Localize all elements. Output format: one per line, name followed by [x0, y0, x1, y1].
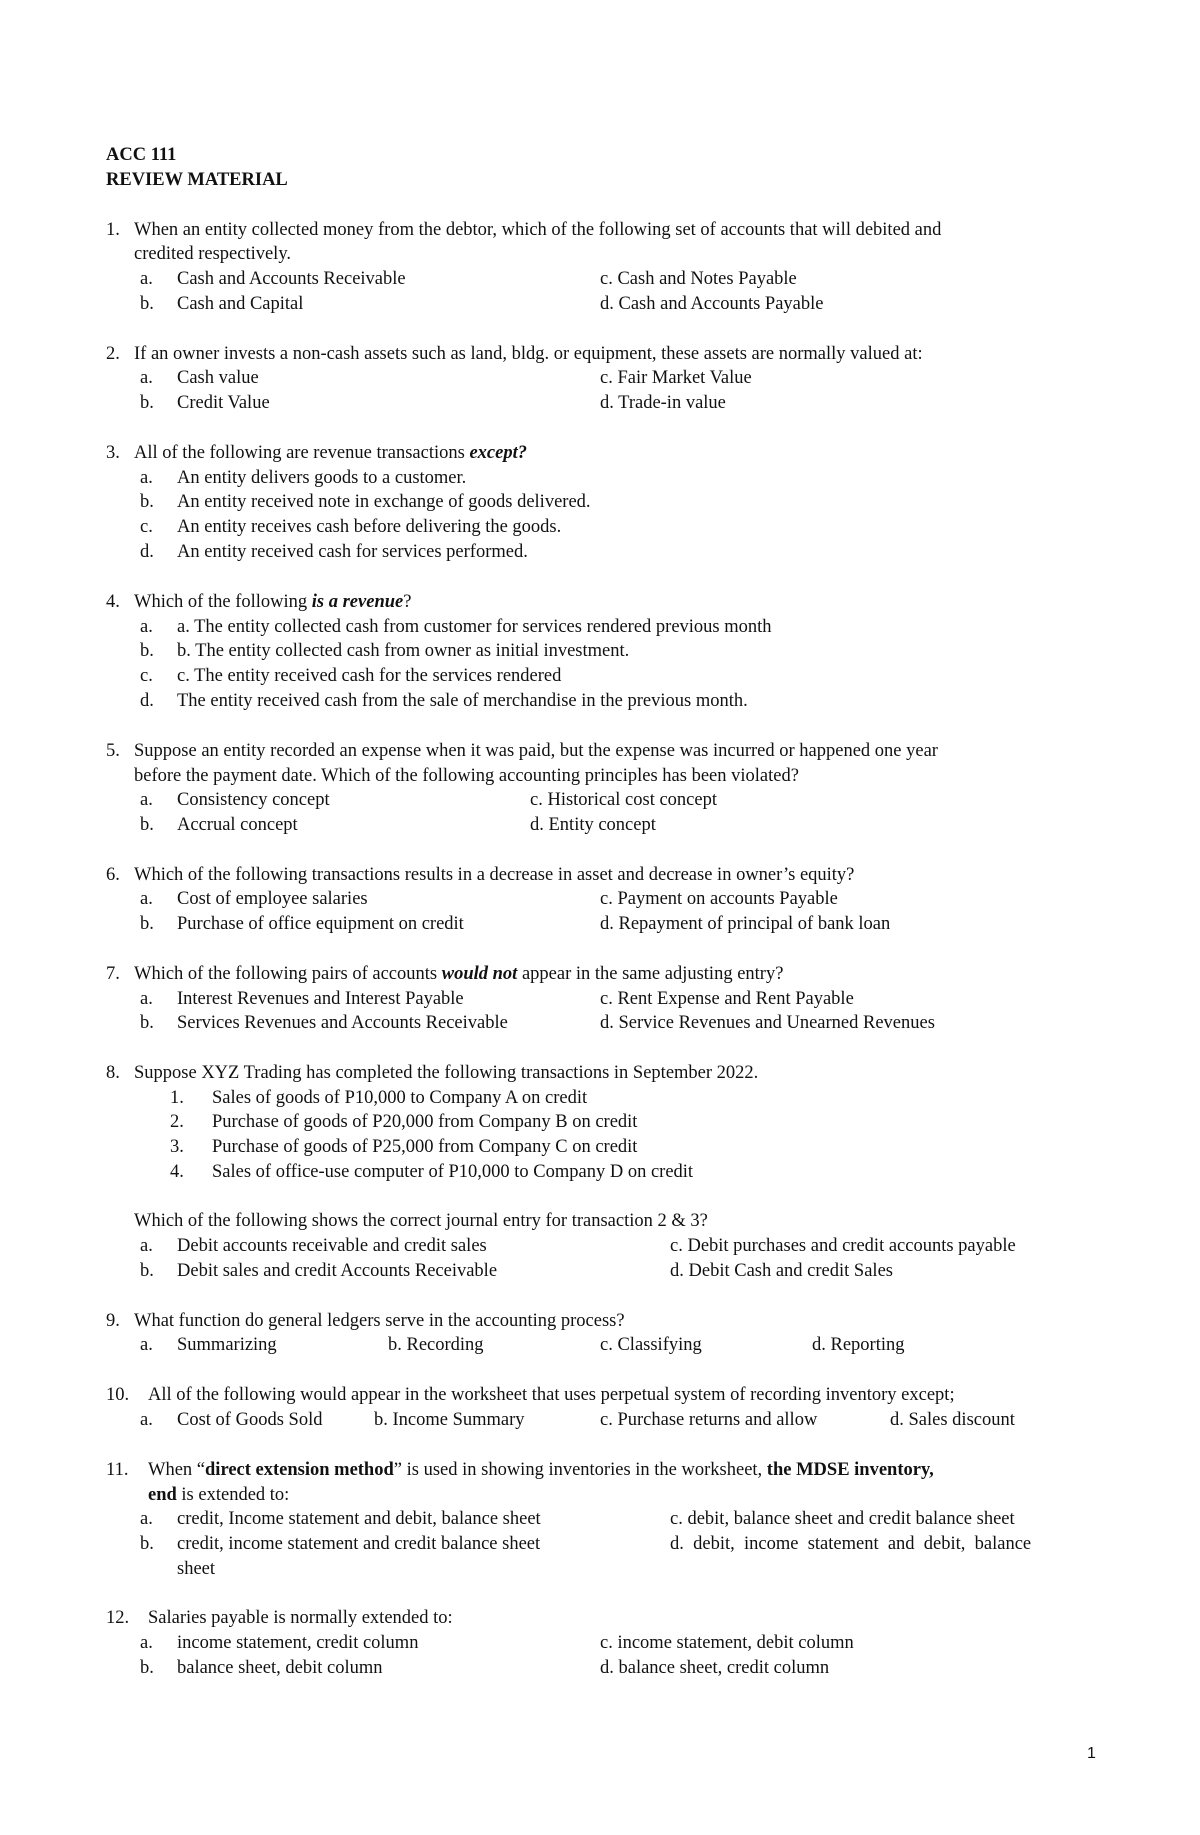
choice-marker-b: b.	[140, 1261, 154, 1281]
choice-c: c. debit, balance sheet and credit balance sheet	[670, 1509, 1015, 1529]
choice-b: credit, income statement and credit balance sheet	[177, 1534, 541, 1554]
choice-marker-a: a.	[140, 1410, 153, 1430]
choice-marker-a: a.	[140, 617, 153, 637]
choice-b: Cash and Capital	[177, 294, 304, 314]
choice-d: d. Debit Cash and credit Sales	[670, 1261, 893, 1281]
choice-marker-a: a.	[140, 368, 153, 388]
choice-marker-a: a.	[140, 1509, 153, 1529]
question-stem: Which of the following is a revenue?	[134, 592, 412, 612]
question-stem: All of the following would appear in the worksheet that uses perpetual system of recording inventory except;	[148, 1385, 955, 1405]
transaction-marker-2: 2.	[170, 1112, 184, 1132]
page-number: 1	[1087, 1745, 1096, 1762]
question-stem: What function do general ledgers serve in the accounting process?	[134, 1311, 625, 1331]
choice-marker-a: a.	[140, 790, 153, 810]
document-title: REVIEW MATERIAL	[106, 170, 288, 190]
choice-d: d. balance sheet, credit column	[600, 1658, 830, 1678]
question-number: 3.	[106, 443, 120, 463]
choice-marker-a: a.	[140, 989, 153, 1009]
choice-d: d. Cash and Accounts Payable	[600, 294, 824, 314]
choice-a: Cost of Goods Sold	[177, 1410, 323, 1430]
choice-marker-b: b.	[140, 492, 154, 512]
choice-b: Purchase of office equipment on credit	[177, 914, 464, 934]
choice-marker-a: a.	[140, 889, 153, 909]
transaction-3: Purchase of goods of P25,000 from Company C on credit	[212, 1137, 638, 1157]
choice-b: Debit sales and credit Accounts Receivable	[177, 1261, 498, 1281]
choice-d: The entity received cash from the sale of merchandise in the previous month.	[177, 691, 748, 711]
question-stem: Which of the following pairs of accounts would not appear in the same adjusting entry?	[134, 964, 784, 984]
choice-d: An entity received cash for services performed.	[177, 542, 528, 562]
choice-marker-b: b.	[140, 294, 154, 314]
question-number: 2.	[106, 344, 120, 364]
choice-marker-b: b.	[140, 1013, 154, 1033]
choice-marker-b: b.	[140, 641, 154, 661]
choice-c: c. Classifying	[600, 1335, 702, 1355]
question-number: 12.	[106, 1608, 130, 1628]
choice-b: b. The entity collected cash from owner as initial investment.	[177, 641, 630, 661]
transaction-marker-3: 3.	[170, 1137, 184, 1157]
transaction-2: Purchase of goods of P20,000 from Company B on credit	[212, 1112, 638, 1132]
question-stem-cont: end is extended to:	[148, 1485, 290, 1505]
choice-c: c. Fair Market Value	[600, 368, 752, 388]
choice-a: income statement, credit column	[177, 1633, 419, 1653]
choice-d: d. Repayment of principal of bank loan	[600, 914, 891, 934]
question-number: 8.	[106, 1063, 120, 1083]
question-number: 1.	[106, 220, 120, 240]
choice-a: credit, Income statement and debit, balance sheet	[177, 1509, 541, 1529]
choice-a: Cash and Accounts Receivable	[177, 269, 406, 289]
question-stem: Which of the following transactions results in a decrease in asset and decrease in owner’s equity?	[134, 865, 855, 885]
choice-c: c. income statement, debit column	[600, 1633, 854, 1653]
choice-c: c. Cash and Notes Payable	[600, 269, 797, 289]
choice-d: d. Entity concept	[530, 815, 656, 835]
choice-marker-d: d.	[140, 542, 154, 562]
choice-c: c. Payment on accounts Payable	[600, 889, 838, 909]
question-stem: All of the following are revenue transactions except?	[134, 443, 527, 463]
choice-marker-d: d.	[140, 691, 154, 711]
transaction-marker-4: 4.	[170, 1162, 184, 1182]
choice-b: Credit Value	[177, 393, 270, 413]
choice-a: Consistency concept	[177, 790, 330, 810]
bold-term: end	[148, 1485, 177, 1505]
choice-b: balance sheet, debit column	[177, 1658, 383, 1678]
question-stem: Suppose an entity recorded an expense when it was paid, but the expense was incurred or happened one year	[134, 741, 938, 761]
choice-b: b. Recording	[388, 1335, 484, 1355]
choice-marker-a: a.	[140, 1335, 153, 1355]
emphasis-text: is a revenue	[311, 592, 404, 612]
choice-d: d. debit, income statement and debit, balance	[670, 1534, 1032, 1554]
question-number: 9.	[106, 1311, 120, 1331]
choice-c: c. Purchase returns and allow	[600, 1410, 818, 1430]
choice-marker-a: a.	[140, 269, 153, 289]
question-stem: Salaries payable is normally extended to:	[148, 1608, 453, 1628]
choice-d-cont: sheet	[177, 1559, 216, 1579]
transaction-1: Sales of goods of P10,000 to Company A on credit	[212, 1088, 588, 1108]
choice-marker-c: c.	[140, 517, 153, 537]
choice-c: c. Historical cost concept	[530, 790, 717, 810]
choice-marker-a: a.	[140, 468, 153, 488]
choice-marker-b: b.	[140, 393, 154, 413]
question-stem: Suppose XYZ Trading has completed the following transactions in September 2022.	[134, 1063, 759, 1083]
question-number: 11.	[106, 1460, 129, 1480]
choice-marker-b: b.	[140, 815, 154, 835]
choice-c: An entity receives cash before delivering the goods.	[177, 517, 562, 537]
course-code: ACC 111	[106, 145, 177, 165]
choice-c: c. The entity received cash for the services rendered	[177, 666, 562, 686]
question-stem: When “direct extension method” is used in showing inventories in the worksheet, the MDSE inventory,	[148, 1460, 934, 1480]
transaction-4: Sales of office-use computer of P10,000 to Company D on credit	[212, 1162, 694, 1182]
question-number: 4.	[106, 592, 120, 612]
emphasis-text: except?	[469, 443, 527, 463]
choice-a: a. The entity collected cash from customer for services rendered previous month	[177, 617, 772, 637]
choice-b: Accrual concept	[177, 815, 298, 835]
choice-a: Interest Revenues and Interest Payable	[177, 989, 464, 1009]
question-number: 6.	[106, 865, 120, 885]
choice-a: Cash value	[177, 368, 259, 388]
question-number: 7.	[106, 964, 120, 984]
choice-a: An entity delivers goods to a customer.	[177, 468, 467, 488]
question-stem-cont: before the payment date. Which of the following accounting principles has been violated?	[134, 766, 799, 786]
choice-d: d. Service Revenues and Unearned Revenues	[600, 1013, 935, 1033]
choice-marker-b: b.	[140, 914, 154, 934]
question-stem-cont: credited respectively.	[134, 244, 291, 264]
question-substem: Which of the following shows the correct journal entry for transaction 2 & 3?	[134, 1211, 708, 1231]
bold-term: the MDSE inventory,	[766, 1460, 934, 1480]
choice-b: An entity received note in exchange of goods delivered.	[177, 492, 591, 512]
choice-marker-c: c.	[140, 666, 153, 686]
question-stem: If an owner invests a non-cash assets such as land, bldg. or equipment, these assets are normally valued at:	[134, 344, 923, 364]
choice-a: Debit accounts receivable and credit sales	[177, 1236, 487, 1256]
emphasis-text: would not	[441, 964, 518, 984]
choice-c: c. Rent Expense and Rent Payable	[600, 989, 854, 1009]
bold-term: direct extension method	[205, 1460, 394, 1480]
question-number: 5.	[106, 741, 120, 761]
choice-d: d. Trade-in value	[600, 393, 726, 413]
choice-a: Summarizing	[177, 1335, 277, 1355]
choice-marker-b: b.	[140, 1658, 154, 1678]
choice-d: d. Reporting	[812, 1335, 905, 1355]
question-stem: When an entity collected money from the debtor, which of the following set of accounts that will debited and	[134, 220, 942, 240]
choice-d: d. Sales discount	[890, 1410, 1015, 1430]
choice-b: b. Income Summary	[374, 1410, 525, 1430]
choice-b: Services Revenues and Accounts Receivable	[177, 1013, 508, 1033]
choice-marker-b: b.	[140, 1534, 154, 1554]
choice-marker-a: a.	[140, 1236, 153, 1256]
question-number: 10.	[106, 1385, 130, 1405]
transaction-marker-1: 1.	[170, 1088, 184, 1108]
choice-marker-a: a.	[140, 1633, 153, 1653]
choice-a: Cost of employee salaries	[177, 889, 368, 909]
choice-c: c. Debit purchases and credit accounts payable	[670, 1236, 1016, 1256]
